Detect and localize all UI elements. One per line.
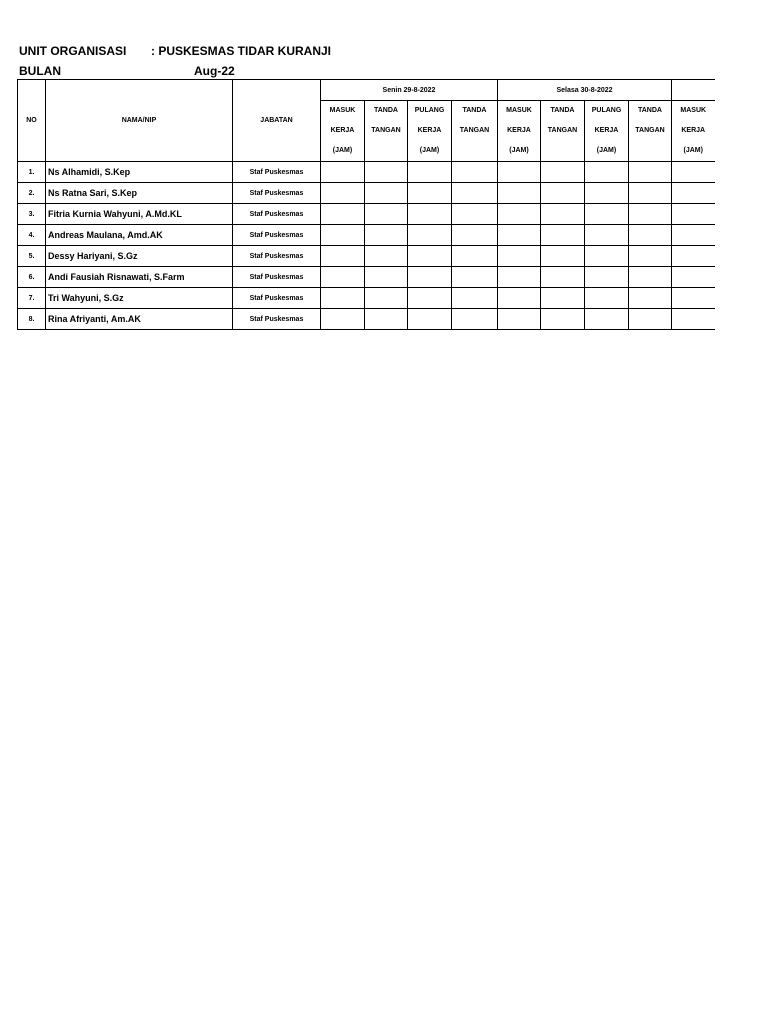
sub-label: KERJA	[330, 127, 355, 134]
attendance-cell[interactable]	[629, 246, 672, 267]
attendance-cell[interactable]	[408, 246, 452, 267]
employee-position: Staf Puskesmas	[233, 225, 321, 246]
attendance-cell[interactable]	[541, 267, 585, 288]
employee-name: Tri Wahyuni, S.Gz	[46, 288, 233, 309]
attendance-cell[interactable]	[498, 162, 541, 183]
unit-organisasi-value: : PUSKESMAS TIDAR KURANJI	[151, 44, 332, 58]
sub-label: TANGAN	[635, 127, 665, 134]
sub-label: TANDA	[462, 107, 487, 114]
attendance-cell[interactable]	[672, 288, 715, 309]
attendance-cell[interactable]	[408, 288, 452, 309]
attendance-cell[interactable]	[452, 204, 498, 225]
row-number: 6.	[18, 267, 46, 288]
employee-position: Staf Puskesmas	[233, 183, 321, 204]
attendance-cell[interactable]	[585, 246, 629, 267]
col-name-header: NAMA/NIP	[46, 80, 233, 162]
attendance-cell[interactable]	[541, 309, 585, 330]
sub-label: KERJA	[594, 127, 619, 134]
employee-name: Andreas Maulana, Amd.AK	[46, 225, 233, 246]
attendance-cell[interactable]	[629, 162, 672, 183]
attendance-cell[interactable]	[452, 162, 498, 183]
tanda-tangan-header	[365, 101, 408, 162]
table-header-row	[18, 80, 715, 101]
sub-label	[452, 141, 497, 161]
attendance-cell[interactable]	[365, 288, 408, 309]
sub-label: (JAM)	[509, 147, 529, 154]
attendance-cell[interactable]	[585, 267, 629, 288]
attendance-cell[interactable]	[365, 309, 408, 330]
row-number: 3.	[18, 204, 46, 225]
employee-position: Staf Puskesmas	[233, 288, 321, 309]
sub-label: TANGAN	[459, 127, 490, 134]
attendance-cell[interactable]	[672, 183, 715, 204]
attendance-cell[interactable]	[672, 225, 715, 246]
attendance-cell[interactable]	[585, 204, 629, 225]
masuk-kerja-header	[498, 101, 541, 162]
row-number: 8.	[18, 309, 46, 330]
attendance-cell[interactable]	[672, 162, 715, 183]
sub-label: TANGAN	[371, 127, 401, 134]
attendance-cell[interactable]	[541, 162, 585, 183]
attendance-cell[interactable]	[541, 246, 585, 267]
sub-label: KERJA	[507, 127, 531, 134]
attendance-cell[interactable]	[541, 204, 585, 225]
bulan-label: BULAN	[19, 64, 61, 78]
masuk-kerja-header	[321, 101, 365, 162]
attendance-cell[interactable]	[452, 267, 498, 288]
pulang-kerja-header	[585, 101, 629, 162]
row-number: 2.	[18, 183, 46, 204]
employee-name: Fitria Kurnia Wahyuni, A.Md.KL	[46, 204, 233, 225]
table-row	[18, 162, 715, 183]
attendance-cell[interactable]	[672, 204, 715, 225]
attendance-cell[interactable]	[321, 162, 365, 183]
sub-label: TANGAN	[547, 127, 578, 134]
attendance-cell[interactable]	[585, 225, 629, 246]
table-row	[18, 288, 715, 309]
attendance-cell[interactable]	[452, 309, 498, 330]
sub-label: PULANG	[591, 107, 622, 114]
sub-label: TANDA	[374, 107, 398, 114]
attendance-cell[interactable]	[452, 246, 498, 267]
attendance-cell[interactable]	[629, 204, 672, 225]
attendance-cell[interactable]	[629, 309, 672, 330]
attendance-cell[interactable]	[498, 267, 541, 288]
attendance-cell[interactable]	[321, 225, 365, 246]
attendance-cell[interactable]	[452, 288, 498, 309]
employee-name: Ns Ratna Sari, S.Kep	[46, 183, 233, 204]
sub-label	[541, 141, 584, 161]
pulang-kerja-header	[408, 101, 452, 162]
table-row	[18, 225, 715, 246]
employee-name: Dessy Hariyani, S.Gz	[46, 246, 233, 267]
attendance-cell[interactable]	[585, 162, 629, 183]
row-number: 7.	[18, 288, 46, 309]
attendance-cell[interactable]	[672, 267, 715, 288]
attendance-cell[interactable]	[452, 225, 498, 246]
attendance-cell[interactable]	[365, 225, 408, 246]
sub-label: PULANG	[414, 107, 445, 114]
col-job-header: JABATAN	[233, 80, 321, 162]
attendance-cell[interactable]	[629, 225, 672, 246]
sub-label: (JAM)	[683, 147, 703, 154]
col-no-header: NO	[18, 80, 46, 162]
attendance-cell[interactable]	[541, 225, 585, 246]
attendance-cell[interactable]	[498, 309, 541, 330]
row-number: 1.	[18, 162, 46, 183]
masuk-kerja-header	[672, 101, 715, 162]
attendance-cell[interactable]	[321, 309, 365, 330]
sub-label: (JAM)	[596, 147, 617, 154]
bulan-value: Aug-22	[194, 64, 235, 78]
row-number: 5.	[18, 246, 46, 267]
sub-label: MASUK	[506, 107, 532, 114]
attendance-cell[interactable]	[321, 267, 365, 288]
employee-name: Ns Alhamidi, S.Kep	[46, 162, 233, 183]
attendance-cell[interactable]	[585, 288, 629, 309]
employee-position: Staf Puskesmas	[233, 267, 321, 288]
sub-label: MASUK	[329, 107, 356, 114]
sub-label	[365, 141, 407, 161]
sub-label: MASUK	[680, 107, 707, 114]
table-row	[18, 246, 715, 267]
attendance-cell[interactable]	[408, 204, 452, 225]
sub-label: KERJA	[681, 127, 706, 134]
unit-organisasi-label: UNIT ORGANISASI	[19, 44, 127, 58]
sub-label: TANDA	[550, 107, 575, 114]
attendance-table	[17, 79, 715, 330]
attendance-cell[interactable]	[408, 267, 452, 288]
attendance-cell[interactable]	[321, 246, 365, 267]
attendance-cell[interactable]	[585, 309, 629, 330]
attendance-cell[interactable]	[365, 183, 408, 204]
attendance-cell[interactable]	[365, 162, 408, 183]
sub-label: (JAM)	[332, 147, 353, 154]
attendance-cell[interactable]	[629, 183, 672, 204]
attendance-cell[interactable]	[365, 246, 408, 267]
attendance-cell[interactable]	[585, 183, 629, 204]
table-row	[18, 183, 715, 204]
attendance-cell[interactable]	[365, 204, 408, 225]
day3-header	[672, 80, 715, 101]
employee-name: Rina Afriyanti, Am.AK	[46, 309, 233, 330]
attendance-cell[interactable]	[408, 309, 452, 330]
attendance-cell[interactable]	[365, 267, 408, 288]
table-row	[18, 309, 715, 330]
attendance-cell[interactable]	[629, 267, 672, 288]
day2-header: Selasa 30-8-2022	[498, 80, 672, 101]
employee-position: Staf Puskesmas	[233, 162, 321, 183]
table-row	[18, 267, 715, 288]
attendance-cell[interactable]	[321, 183, 365, 204]
attendance-cell[interactable]	[321, 204, 365, 225]
attendance-cell[interactable]	[541, 183, 585, 204]
attendance-cell[interactable]	[672, 246, 715, 267]
sub-label: KERJA	[417, 127, 442, 134]
attendance-cell[interactable]	[498, 225, 541, 246]
attendance-cell[interactable]	[408, 225, 452, 246]
attendance-cell[interactable]	[452, 183, 498, 204]
employee-name: Andi Fausiah Risnawati, S.Farm	[46, 267, 233, 288]
attendance-cell[interactable]	[498, 183, 541, 204]
sub-label: (JAM)	[419, 147, 440, 154]
sub-label: TANDA	[638, 107, 662, 114]
tanda-tangan-header	[629, 101, 672, 162]
tanda-tangan-header	[452, 101, 498, 162]
sub-label	[629, 141, 671, 161]
attendance-cell[interactable]	[408, 162, 452, 183]
employee-position: Staf Puskesmas	[233, 246, 321, 267]
attendance-cell[interactable]	[541, 288, 585, 309]
table-row	[18, 204, 715, 225]
employee-position: Staf Puskesmas	[233, 309, 321, 330]
day1-header: Senin 29-8-2022	[321, 80, 498, 101]
attendance-cell[interactable]	[498, 288, 541, 309]
attendance-cell[interactable]	[321, 288, 365, 309]
row-number: 4.	[18, 225, 46, 246]
tanda-tangan-header	[541, 101, 585, 162]
attendance-cell[interactable]	[498, 246, 541, 267]
employee-position: Staf Puskesmas	[233, 204, 321, 225]
attendance-cell[interactable]	[498, 204, 541, 225]
attendance-cell[interactable]	[408, 183, 452, 204]
table-body	[18, 162, 715, 330]
attendance-cell[interactable]	[672, 309, 715, 330]
attendance-cell[interactable]	[629, 288, 672, 309]
